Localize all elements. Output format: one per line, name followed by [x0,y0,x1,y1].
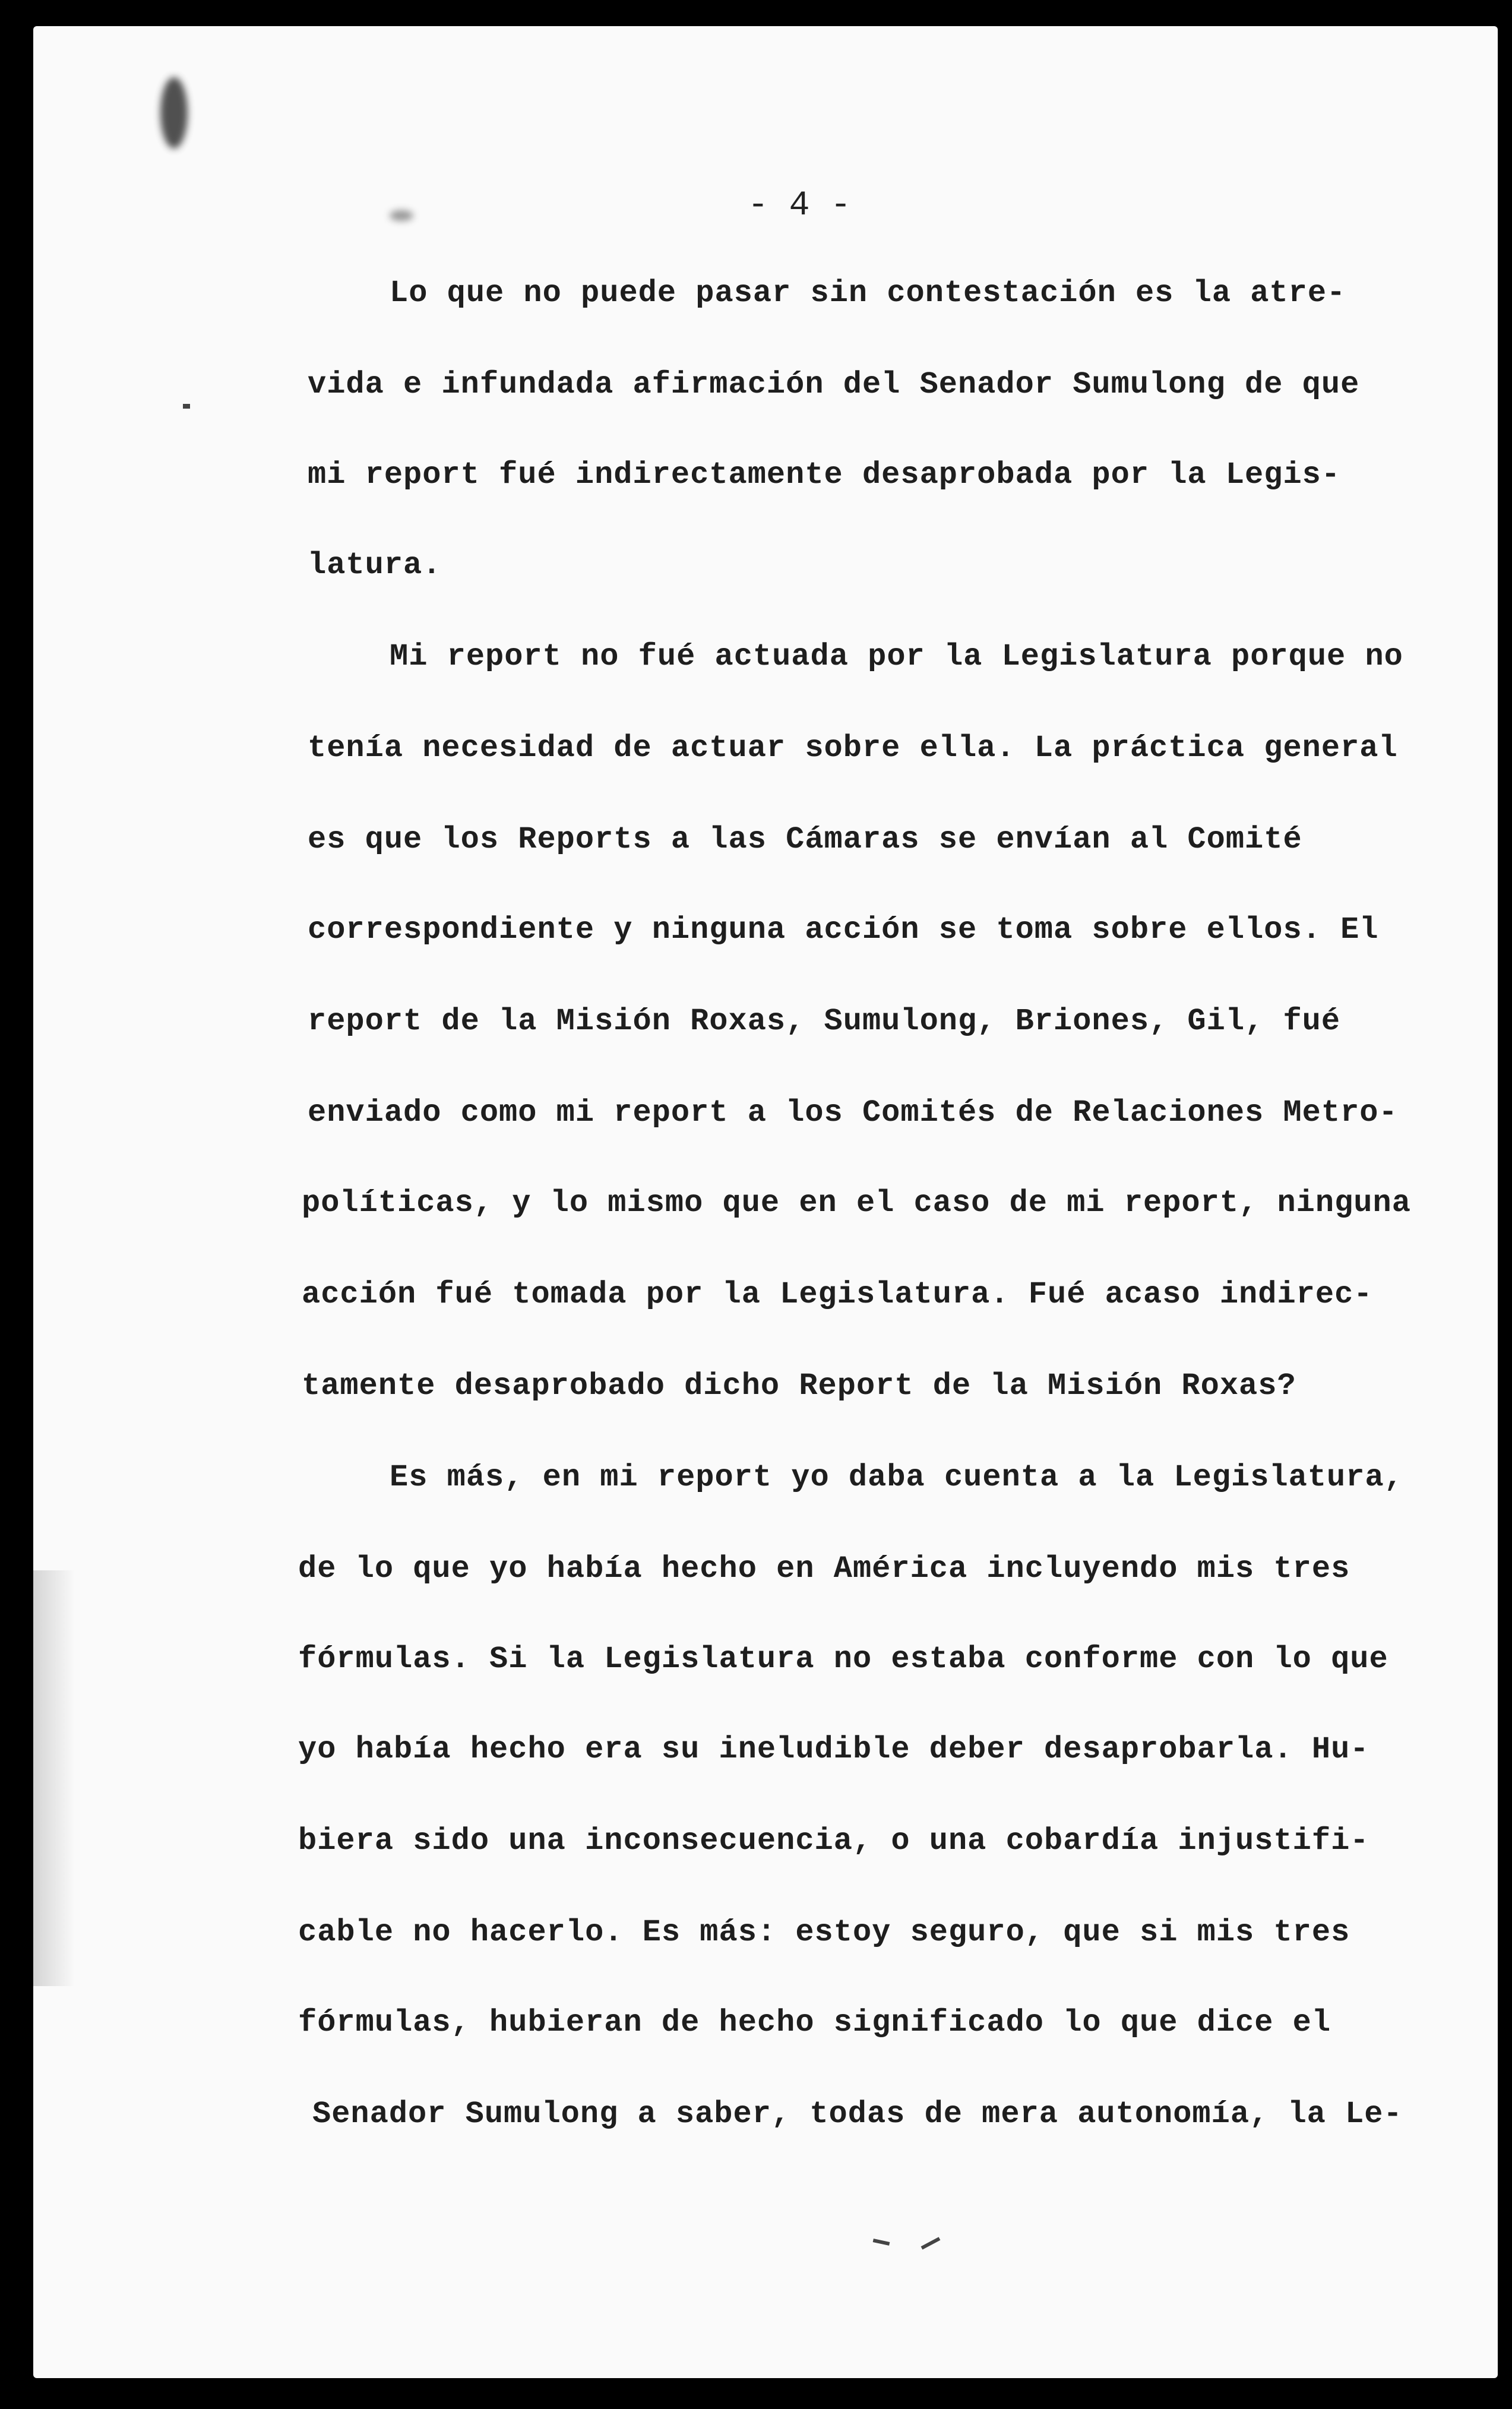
text-line: es que los Reports a las Cámaras se envían al Comité [308,822,1302,857]
margin-mark [183,404,190,409]
text-line: fórmulas. Si la Legislatura no estaba conforme con lo que [298,1642,1388,1677]
text-line: mi report fué indirectamente desaprobada por la Legis- [308,457,1341,492]
text-line: yo había hecho era su ineludible deber desaprobarla. Hu- [298,1732,1369,1767]
text-line: Mi report no fué actuada por la Legislatura porque no [390,639,1403,674]
text-line: Es más, en mi report yo daba cuenta a la Legislatura, [390,1460,1403,1495]
bottom-mark-right [921,2237,941,2249]
text-line: acción fué tomada por la Legislatura. Fué acaso indirec- [302,1277,1373,1312]
text-line: tamente desaprobado dicho Report de la Misión Roxas? [302,1368,1296,1403]
text-line: enviado como mi report a los Comités de Relaciones Metro- [308,1095,1398,1130]
text-line: correspondiente y ninguna acción se toma sobre ellos. El [308,912,1379,947]
ink-speck [390,210,413,221]
text-line: biera sido una inconsecuencia, o una cobardía injustifi- [298,1823,1369,1858]
page-number: - 4 - [747,186,852,225]
text-line: latura. [308,548,442,583]
text-line: cable no hacerlo. Es más: estoy seguro, que si mis tres [298,1915,1350,1950]
ink-smudge [160,77,188,148]
text-line: de lo que yo había hecho en América incluyendo mis tres [298,1551,1350,1586]
text-line: Lo que no puede pasar sin contestación es la atre- [390,276,1346,311]
text-line: fórmulas, hubieran de hecho significado lo que dice el [298,2005,1331,2040]
text-line: políticas, y lo mismo que en el caso de mi report, ninguna [302,1185,1411,1221]
page-edge-shadow [33,1570,75,1986]
text-line: report de la Misión Roxas, Sumulong, Briones, Gil, fué [308,1004,1341,1039]
document-page [33,26,1498,2378]
bottom-mark-left [873,2239,890,2246]
text-line: Senador Sumulong a saber, todas de mera autonomía, la Le- [312,2097,1403,2132]
text-line: vida e infundada afirmación del Senador Sumulong de que [308,367,1360,402]
text-line: tenía necesidad de actuar sobre ella. La práctica general [308,731,1398,766]
